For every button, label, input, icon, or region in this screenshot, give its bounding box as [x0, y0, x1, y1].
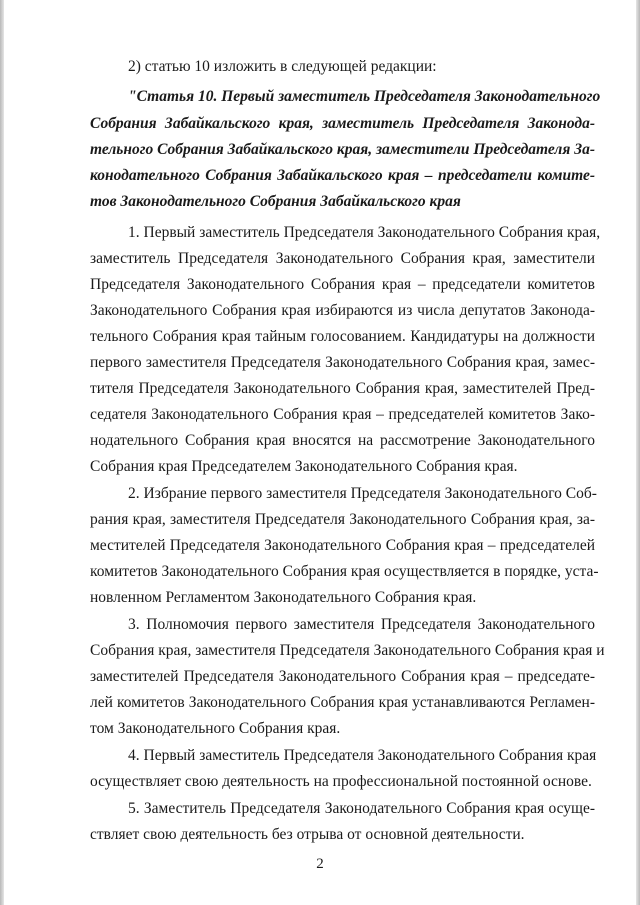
- intro-line: 2) статью 10 изложить в следующей редакции:: [128, 58, 437, 75]
- page-number: 2: [316, 856, 324, 872]
- paragraph-line: седателя Законодательного Собрания края – председателей комитетов Зако-: [90, 406, 595, 423]
- paragraph-line: лей комитетов Законодательного Собрания края устанавливаются Регламен-: [90, 694, 595, 711]
- paragraph-line: том Законодательного Собрания края.: [90, 720, 341, 737]
- paragraph-line: ствляет свою деятельность без отрыва от основной деятельности.: [90, 826, 525, 843]
- paragraph-line: Собрания края Председателем Законодательного Собрания края.: [90, 458, 518, 475]
- article-heading-line: тельного Собрания Забайкальского края, заместители Председателя За-: [90, 141, 595, 158]
- scan-edge-left: [0, 0, 4, 905]
- article-heading-line: Собрания Забайкальского края, заместитель Председателя Законода-: [90, 115, 595, 132]
- paragraph-line: нодательного Собрания края вносятся на рассмотрение Законодательного: [90, 432, 595, 449]
- paragraph-line: Собрания края, заместителя Председателя Законодательного Собрания края и: [90, 642, 605, 659]
- paragraph-line: местителей Председателя Законодательного Собрания края – председателей: [90, 537, 595, 554]
- scan-edge-right: [636, 0, 640, 905]
- paragraph-line: 4. Первый заместитель Председателя Законодательного Собрания края: [128, 747, 597, 764]
- article-heading-line: тов Законодательного Собрания Забайкальского края: [90, 193, 461, 210]
- paragraph-line: комитетов Законодательного Собрания края осуществляется в порядке, уста-: [90, 563, 599, 580]
- article-heading-line: "Статья 10. Первый заместитель Председателя Законодательного: [128, 88, 601, 105]
- paragraph-line: Законодательного Собрания края избираются из числа депутатов Законода-: [90, 302, 595, 319]
- paragraph-line: заместитель Председателя Законодательного Собрания края, заместители: [90, 250, 595, 267]
- paragraph-line: тителя Председателя Законодательного Собрания края, заместителей Пред-: [90, 380, 595, 397]
- paragraph-line: тельного Собрания края тайным голосованием. Кандидатуры на должности: [90, 328, 595, 345]
- paragraph-line: осуществляет свою деятельность на профессиональной постоянной основе.: [90, 773, 592, 790]
- paragraph-line: 2. Избрание первого заместителя Председателя Законодательного Соб-: [128, 485, 597, 502]
- paragraph-line: Председателя Законодательного Собрания края – председатели комитетов: [90, 276, 595, 293]
- article-heading-line: конодательного Собрания Забайкальского края – председатели комите-: [90, 167, 595, 184]
- paragraph-line: 3. Полномочия первого заместителя Председателя Законодательного: [128, 616, 595, 633]
- paragraph-line: 5. Заместитель Председателя Законодательного Собрания края осуще-: [128, 800, 595, 817]
- paragraph-line: рания края, заместителя Председателя Законодательного Собрания края, за-: [90, 511, 595, 528]
- paragraph-line: новленном Регламентом Законодательного Собрания края.: [90, 589, 477, 606]
- paragraph-line: 1. Первый заместитель Председателя Законодательного Собрания края,: [128, 224, 601, 241]
- paragraph-line: первого заместителя Председателя Законодательного Собрания края, замес-: [90, 354, 595, 371]
- paragraph-line: заместителей Председателя Законодательного Собрания края – председате-: [90, 668, 595, 685]
